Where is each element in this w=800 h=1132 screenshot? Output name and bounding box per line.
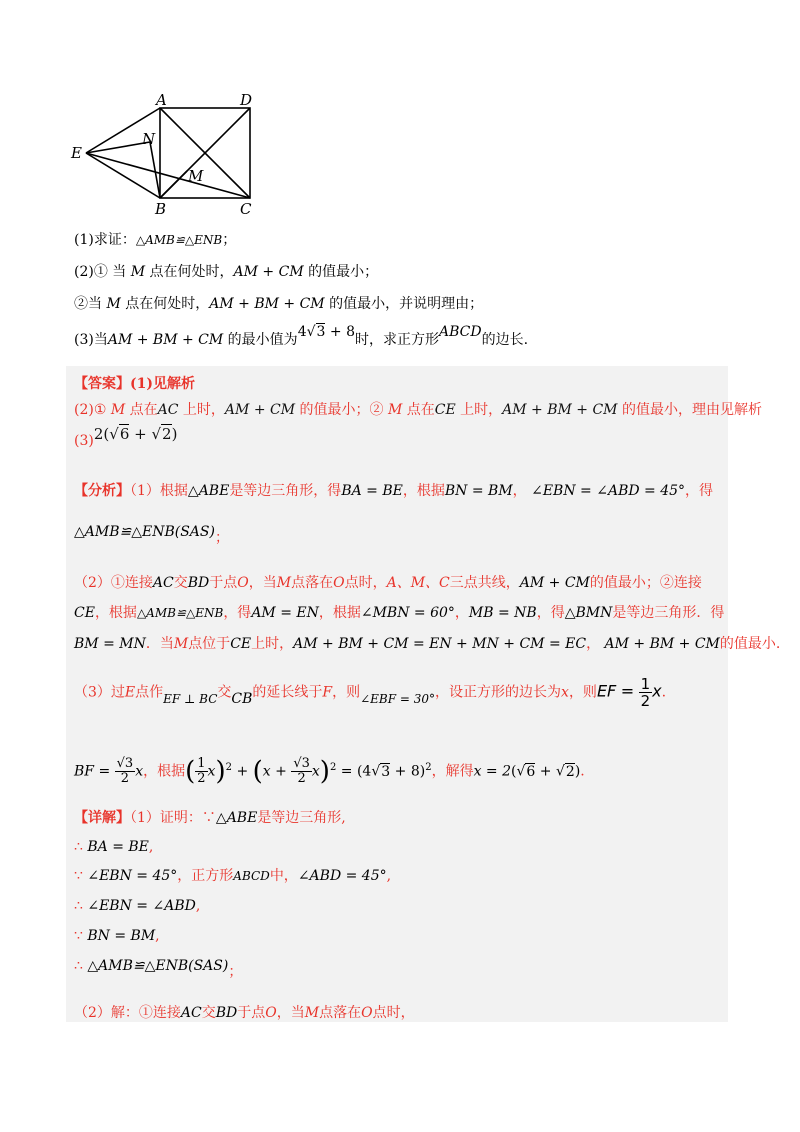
an2l2-a: ，根据 — [94, 605, 137, 621]
analysis-line-6 — [74, 676, 666, 709]
an4-f1d: 2 — [197, 771, 206, 787]
an2l3-m: M — [173, 636, 189, 652]
an4-res-r2: 2 — [565, 763, 575, 780]
label-d: D — [240, 92, 253, 109]
ans2-c: 上时， — [178, 402, 225, 418]
dt1-t: △ABE — [215, 810, 258, 826]
an2l3-c: 上时， — [251, 636, 294, 652]
q2a-math: AM + CM — [233, 264, 304, 280]
q2b-mid: 点在何处时， — [120, 296, 210, 312]
an2l3-e2: AM + BM + CM = EN + MN + CM = EC — [293, 636, 587, 652]
an4-res-r1: 6 — [526, 763, 536, 780]
an2l2-e5: △BMN — [564, 605, 613, 621]
an4-res-a: x = 2 — [473, 763, 512, 780]
dt7-ac: AC — [180, 1005, 202, 1021]
an4-frac — [115, 757, 136, 786]
dt6-e: △AMB≌△ENB(SAS) — [87, 958, 229, 974]
answer-tag: 【答案】 — [74, 376, 130, 392]
dt5-b: , — [155, 928, 160, 944]
dt7-m: M — [304, 1005, 320, 1021]
an4-sq2: 2 — [329, 762, 337, 773]
an3-fx: x — [652, 681, 662, 701]
an2-g: 三点共线， — [449, 575, 520, 591]
dt7-b: 交 — [201, 1005, 216, 1021]
an2l2-d: ， — [454, 605, 469, 621]
detail-line-3 — [74, 866, 391, 886]
dt7-o: O — [265, 1005, 277, 1021]
an4-a: ，根据 — [143, 763, 186, 780]
q2b-m: M — [106, 296, 121, 312]
q3-tail: + 8 — [325, 324, 355, 340]
an4-n: √3 — [116, 756, 134, 772]
an3-ef: EF — [596, 681, 617, 701]
analysis-line-5 — [74, 634, 780, 654]
dt2-e: BA = BE — [87, 839, 149, 855]
an1-semi: ； — [214, 530, 229, 546]
an3-cb: CB — [231, 690, 253, 707]
an2l2-e3: ∠MBN = 60° — [360, 605, 455, 621]
ans3-b: 2 — [93, 425, 104, 443]
an2l3-a: ．当 — [145, 636, 174, 652]
an4-rhs-b: + 8 — [390, 763, 420, 780]
an1-e2: BN = BM — [444, 483, 513, 499]
ans3-c: 6 — [119, 425, 130, 443]
an4-x1: x — [207, 763, 216, 780]
q1-suffix: ； — [222, 232, 237, 248]
an2-o2: O — [333, 575, 345, 591]
dt1-a: （1）证明：∵ — [130, 810, 216, 826]
dt6-b: ； — [228, 964, 243, 980]
dt7-a: （2）解：①连接 — [74, 1005, 181, 1021]
an1-b: 是等边三角形，得 — [229, 483, 342, 499]
ans2-ac: AC — [157, 402, 179, 418]
geometry-figure — [66, 92, 266, 218]
q3-prefix: (3)当 — [74, 332, 108, 348]
detail-line-1 — [74, 808, 346, 828]
an3-e2: ∠EBF = 30° — [360, 691, 436, 706]
an2-e: 点落在 — [291, 575, 334, 591]
an2l3-ce: CE — [230, 636, 252, 652]
an1-e1: BA = BE — [341, 483, 403, 499]
ans2-f: 点在 — [402, 402, 435, 418]
answer-1: (1)见解析 — [130, 376, 195, 392]
an2-bd: BD — [187, 575, 210, 591]
q1-math: △AMB≌△ENB — [135, 233, 223, 247]
label-e: E — [71, 144, 82, 162]
dt3-e1: ∠EBN = 45° — [87, 868, 178, 884]
ans3-a: (3) — [74, 433, 94, 449]
an3-a: （3）过 — [74, 684, 125, 701]
an4-x: x — [135, 763, 144, 780]
q3-mid: 的最小值为 — [223, 332, 298, 348]
dt7-bd: BD — [215, 1005, 238, 1021]
detail-tag: 【详解】 — [74, 810, 130, 826]
analysis-line-3 — [74, 573, 702, 593]
an4-f2n: √3 — [293, 756, 310, 772]
q3-mid2: 时，求正方形 — [355, 332, 439, 348]
an2l2-b: ，得 — [223, 605, 252, 621]
an4-d: 2 — [120, 771, 130, 787]
q2a-prefix: (2)① 当 — [74, 264, 131, 280]
analysis-line-4 — [74, 603, 724, 623]
dt7-c: 于点 — [237, 1005, 266, 1021]
dt3-a: ∵ — [74, 868, 88, 884]
segment-eb — [86, 153, 160, 198]
an2-f: 点时， — [344, 575, 387, 591]
detail-line-5 — [74, 926, 160, 946]
an2l2-ce: CE — [74, 605, 95, 621]
an4-end: . — [580, 763, 585, 780]
an2l3-e3: AM + BM + CM — [604, 636, 720, 652]
dt3-c: 中， — [269, 868, 298, 884]
an3-eq: = — [620, 681, 635, 701]
an2l3-f: 的值最小. — [719, 636, 781, 652]
dt7-e: 点落在 — [319, 1005, 362, 1021]
q1-prefix: (1)求证： — [74, 232, 136, 248]
an3-d: 的延长线于 — [252, 684, 323, 701]
dt3-d: , — [386, 868, 392, 884]
question-1 — [74, 230, 236, 250]
label-a: A — [156, 92, 167, 109]
q3-root: 3 — [316, 324, 326, 340]
an3-i: ，则 — [568, 684, 597, 701]
detail-line-7 — [74, 1003, 415, 1023]
segment-ec — [86, 153, 250, 198]
label-b: B — [155, 200, 167, 218]
an2-b: 交 — [173, 575, 188, 591]
q3-coef: 4 — [297, 324, 307, 340]
an3-x: x — [561, 684, 569, 701]
dt4-e: ∠EBN = ∠ABD — [87, 898, 196, 914]
an1-c: ，根据 — [402, 483, 445, 499]
dt5-a: ∵ — [74, 928, 88, 944]
ans2-a: (2)① — [74, 402, 111, 418]
ans2-e2: AM + BM + CM — [502, 402, 618, 418]
dt4-a: ∴ — [74, 898, 88, 914]
ans2-g: 上时， — [455, 402, 503, 418]
q3-suffix: 的边长. — [481, 332, 529, 348]
an2-expr: AM + CM — [519, 575, 590, 591]
an3-fd: 2 — [640, 692, 651, 710]
an3-b: 点作 — [135, 684, 164, 701]
an2l2-e1: △AMB≌△ENB — [136, 606, 224, 620]
an2l3-b: 点位于 — [188, 636, 231, 652]
an4-f2d: 2 — [297, 771, 306, 787]
answer-line-1 — [74, 374, 195, 394]
an4-f1n: 1 — [197, 756, 206, 772]
dt7-f: 点时， — [372, 1005, 415, 1021]
q3-math: AM + BM + CM — [107, 332, 224, 348]
an4-frac1 — [195, 757, 207, 786]
an2l3-d: ， — [586, 636, 601, 652]
an4-rhs-a: 4 — [362, 763, 372, 780]
an3-end: . — [661, 684, 667, 701]
an2l2-e2: AM = EN — [251, 605, 319, 621]
an2-c: 于点 — [209, 575, 238, 591]
ans3-e: 2 — [162, 425, 172, 443]
dt3-e2: ∠ABD = 45° — [297, 868, 387, 884]
an1-f: ，得 — [685, 483, 714, 499]
ans2-m2: M — [387, 402, 403, 418]
q2a-mid: 点在何处时， — [145, 264, 234, 280]
an2l2-e4: MB = NB — [468, 605, 537, 621]
ans2-b: 点在 — [125, 402, 158, 418]
an3-g: ，则 — [332, 684, 361, 701]
answer-line-3: (3)2(√6 + √2) — [74, 425, 178, 449]
an4-x3: x — [311, 763, 320, 780]
dt3-sq: ABCD — [233, 869, 270, 883]
an3-e1: EF ⊥ BC — [163, 691, 218, 706]
dt6-a: ∴ — [74, 958, 88, 974]
analysis-line-7: BF = $\frac{√3}{2}$ x，根据( $\frac{1}{2}$ x)$^2$ + (x + $\frac{√3}{2}$ $x)^2 = (4√3 + 8)^2$，解得x = 2(√6 + √2). — [74, 756, 585, 787]
detail-line-6 — [74, 956, 243, 980]
analysis-line-1 — [74, 481, 713, 501]
an4-sq3: 2 — [425, 762, 432, 773]
an2-ac: AC — [152, 575, 174, 591]
ans2-ce: CE — [434, 402, 456, 418]
an2l2-e: ，得 — [536, 605, 565, 621]
an1-t: △ABE — [187, 483, 230, 499]
an3-h: ，设正方形的边长为 — [435, 684, 562, 701]
dt2-a: ∴ — [74, 839, 88, 855]
question-2b — [74, 294, 483, 314]
an3-fn: 1 — [640, 675, 651, 693]
dt7-d: ，当 — [276, 1005, 305, 1021]
an4-frac2 — [291, 757, 312, 786]
detail-line-2 — [74, 837, 153, 857]
an4-b: ，解得 — [431, 763, 474, 780]
dt5-e: BN = BM — [87, 928, 156, 944]
an4-plus: + — [236, 763, 249, 780]
dt4-b: , — [195, 898, 201, 914]
label-c: C — [240, 200, 252, 218]
an2l3-e1: BM = MN — [74, 636, 146, 652]
an3-f: F — [322, 684, 333, 701]
q2b-prefix: ②当 — [74, 296, 107, 312]
analysis-line-2 — [74, 522, 229, 546]
dt1-b: 是等边三角形, — [257, 810, 346, 826]
an1-e3: ∠EBN = ∠ABD = 45° — [531, 483, 686, 499]
ans3-d: + — [129, 425, 152, 443]
label-m: M — [188, 167, 204, 185]
an1-d: ， — [512, 483, 527, 499]
answer-line-2 — [74, 400, 762, 420]
an2-amc: A、M、C — [386, 575, 450, 591]
question-2a — [74, 262, 378, 282]
an2-h: 的值最小；②连接 — [589, 575, 702, 591]
an4-sq1: 2 — [225, 762, 232, 773]
an2l2-f: 是等边三角形．得 — [612, 605, 725, 621]
question-3: (3)当AM + BM + CM 的最小值为4√3 + 8时，求正方形ABCD的边长. — [74, 324, 529, 348]
q2b-math: AM + BM + CM — [209, 296, 325, 312]
an2-o: O — [237, 575, 249, 591]
an2l2-c: ，根据 — [318, 605, 361, 621]
an4-x2: x + — [262, 763, 287, 780]
an1-a: （1）根据 — [130, 483, 188, 499]
an1-line2: △AMB≌△ENB(SAS) — [74, 524, 215, 540]
q2a-m: M — [130, 264, 146, 280]
q2a-suffix: 的值最小； — [303, 264, 379, 280]
label-n: N — [142, 130, 156, 148]
ans2-e1: AM + CM — [224, 402, 296, 418]
detail-line-4 — [74, 896, 200, 916]
q3-square: ABCD — [439, 324, 482, 340]
analysis-tag: 【分析】 — [74, 483, 130, 499]
an4-bf: BF = — [74, 763, 111, 780]
an4-rhs-r: 3 — [381, 763, 391, 780]
an2-a: （2）①连接 — [74, 575, 153, 591]
ans2-h: 的值最小，理由见解析 — [617, 402, 762, 418]
ans2-m1: M — [110, 402, 126, 418]
an4-eq: = — [340, 763, 353, 780]
an3-e: E — [124, 684, 136, 701]
dt3-b: ，正方形 — [177, 868, 234, 884]
an2-d: ，当 — [248, 575, 277, 591]
segment-nb — [150, 142, 160, 198]
dt2-b: , — [148, 839, 154, 855]
an3-frac — [639, 676, 653, 709]
an2-m: M — [276, 575, 292, 591]
dt7-o2: O — [361, 1005, 373, 1021]
an3-c: 交 — [217, 684, 232, 701]
q2b-suffix: 的值最小，并说明理由； — [324, 296, 484, 312]
an4-res-p: + — [535, 763, 556, 780]
ans2-d: 的值最小；② — [295, 402, 388, 418]
